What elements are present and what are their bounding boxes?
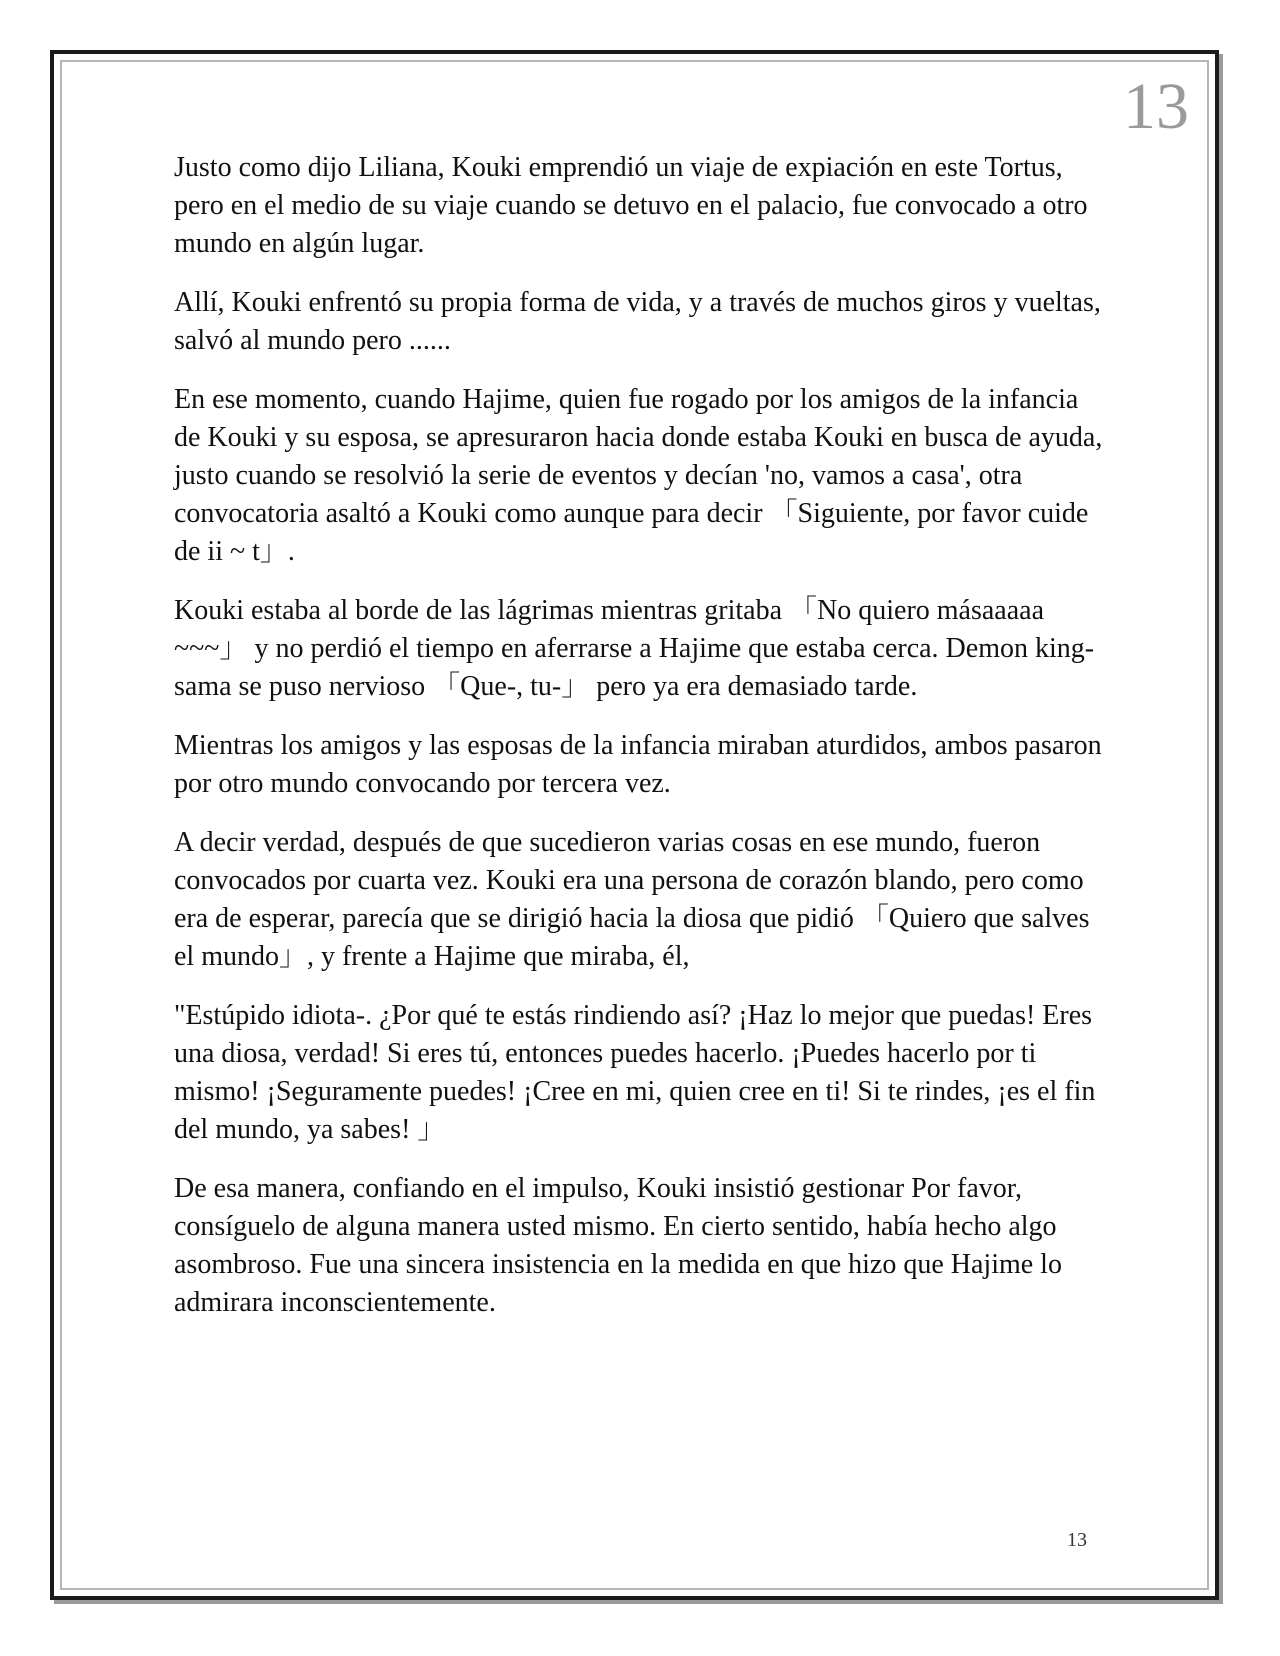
paragraph: En ese momento, cuando Hajime, quien fue rogado por los amigos de la infancia de Kouki y su esposa, se apresuraron hacia donde estaba Kouki en busca de ayuda, justo cuando se resolvió la serie de eventos y decían 'no, vamos a casa', otra convocatoria asaltó a Kouki como aunque para decir 「Siguiente, por favor cuide de ii ~ t」. [174, 384, 1103, 567]
page-number-footer: 13 [1067, 1529, 1087, 1551]
page-frame [50, 50, 1219, 1600]
paragraph: Justo como dijo Liliana, Kouki emprendió un viaje de expiación en este Tortus, pero en el medio de su viaje cuando se detuvo en el palacio, fue convocado a otro mundo en algún lugar. [174, 152, 1088, 259]
paragraph: Allí, Kouki enfrentó su propia forma de vida, y a través de muchos giros y vueltas, salvó al mundo pero ...... [174, 287, 1101, 356]
paragraph: "Estúpido idiota-. ¿Por qué te estás rindiendo así? ¡Haz lo mejor que puedas! Eres una diosa, verdad! Si eres tú, entonces puedes hacerlo. ¡Puedes hacerlo por ti mismo! ¡Seguramente puedes! ¡Cree en mi, quien cree en ti! Si te rindes, ¡es el fin del mundo, ya sabes! 」 [174, 1000, 1096, 1145]
text-body [174, 149, 1104, 1343]
paragraph: Kouki estaba al borde de las lágrimas mientras gritaba 「No quiero másaaaaa ~~~」 y no perdió el tiempo en aferrarse a Hajime que estaba cerca. Demon king-sama se puso nervioso 「Que-, tu-」 pero ya era demasiado tarde. [174, 595, 1095, 702]
paragraph: A decir verdad, después de que sucedieron varias cosas en ese mundo, fueron convocados por cuarta vez. Kouki era una persona de corazón blando, pero como era de esperar, parecía que se dirigió hacia la diosa que pidió 「Quiero que salves el mundo」, y frente a Hajime que miraba, él, [174, 827, 1090, 972]
paragraph: Mientras los amigos y las esposas de la infancia miraban aturdidos, ambos pasaron por otro mundo convocando por tercera vez. [174, 730, 1102, 799]
paragraph: De esa manera, confiando en el impulso, Kouki insistió gestionar Por favor, consíguelo de alguna manera usted mismo. En cierto sentido, había hecho algo asombroso. Fue una sincera insistencia en la medida en que hizo que Hajime lo admirara inconscientemente. [174, 1173, 1062, 1318]
page-number-header: 13 [1123, 70, 1189, 143]
